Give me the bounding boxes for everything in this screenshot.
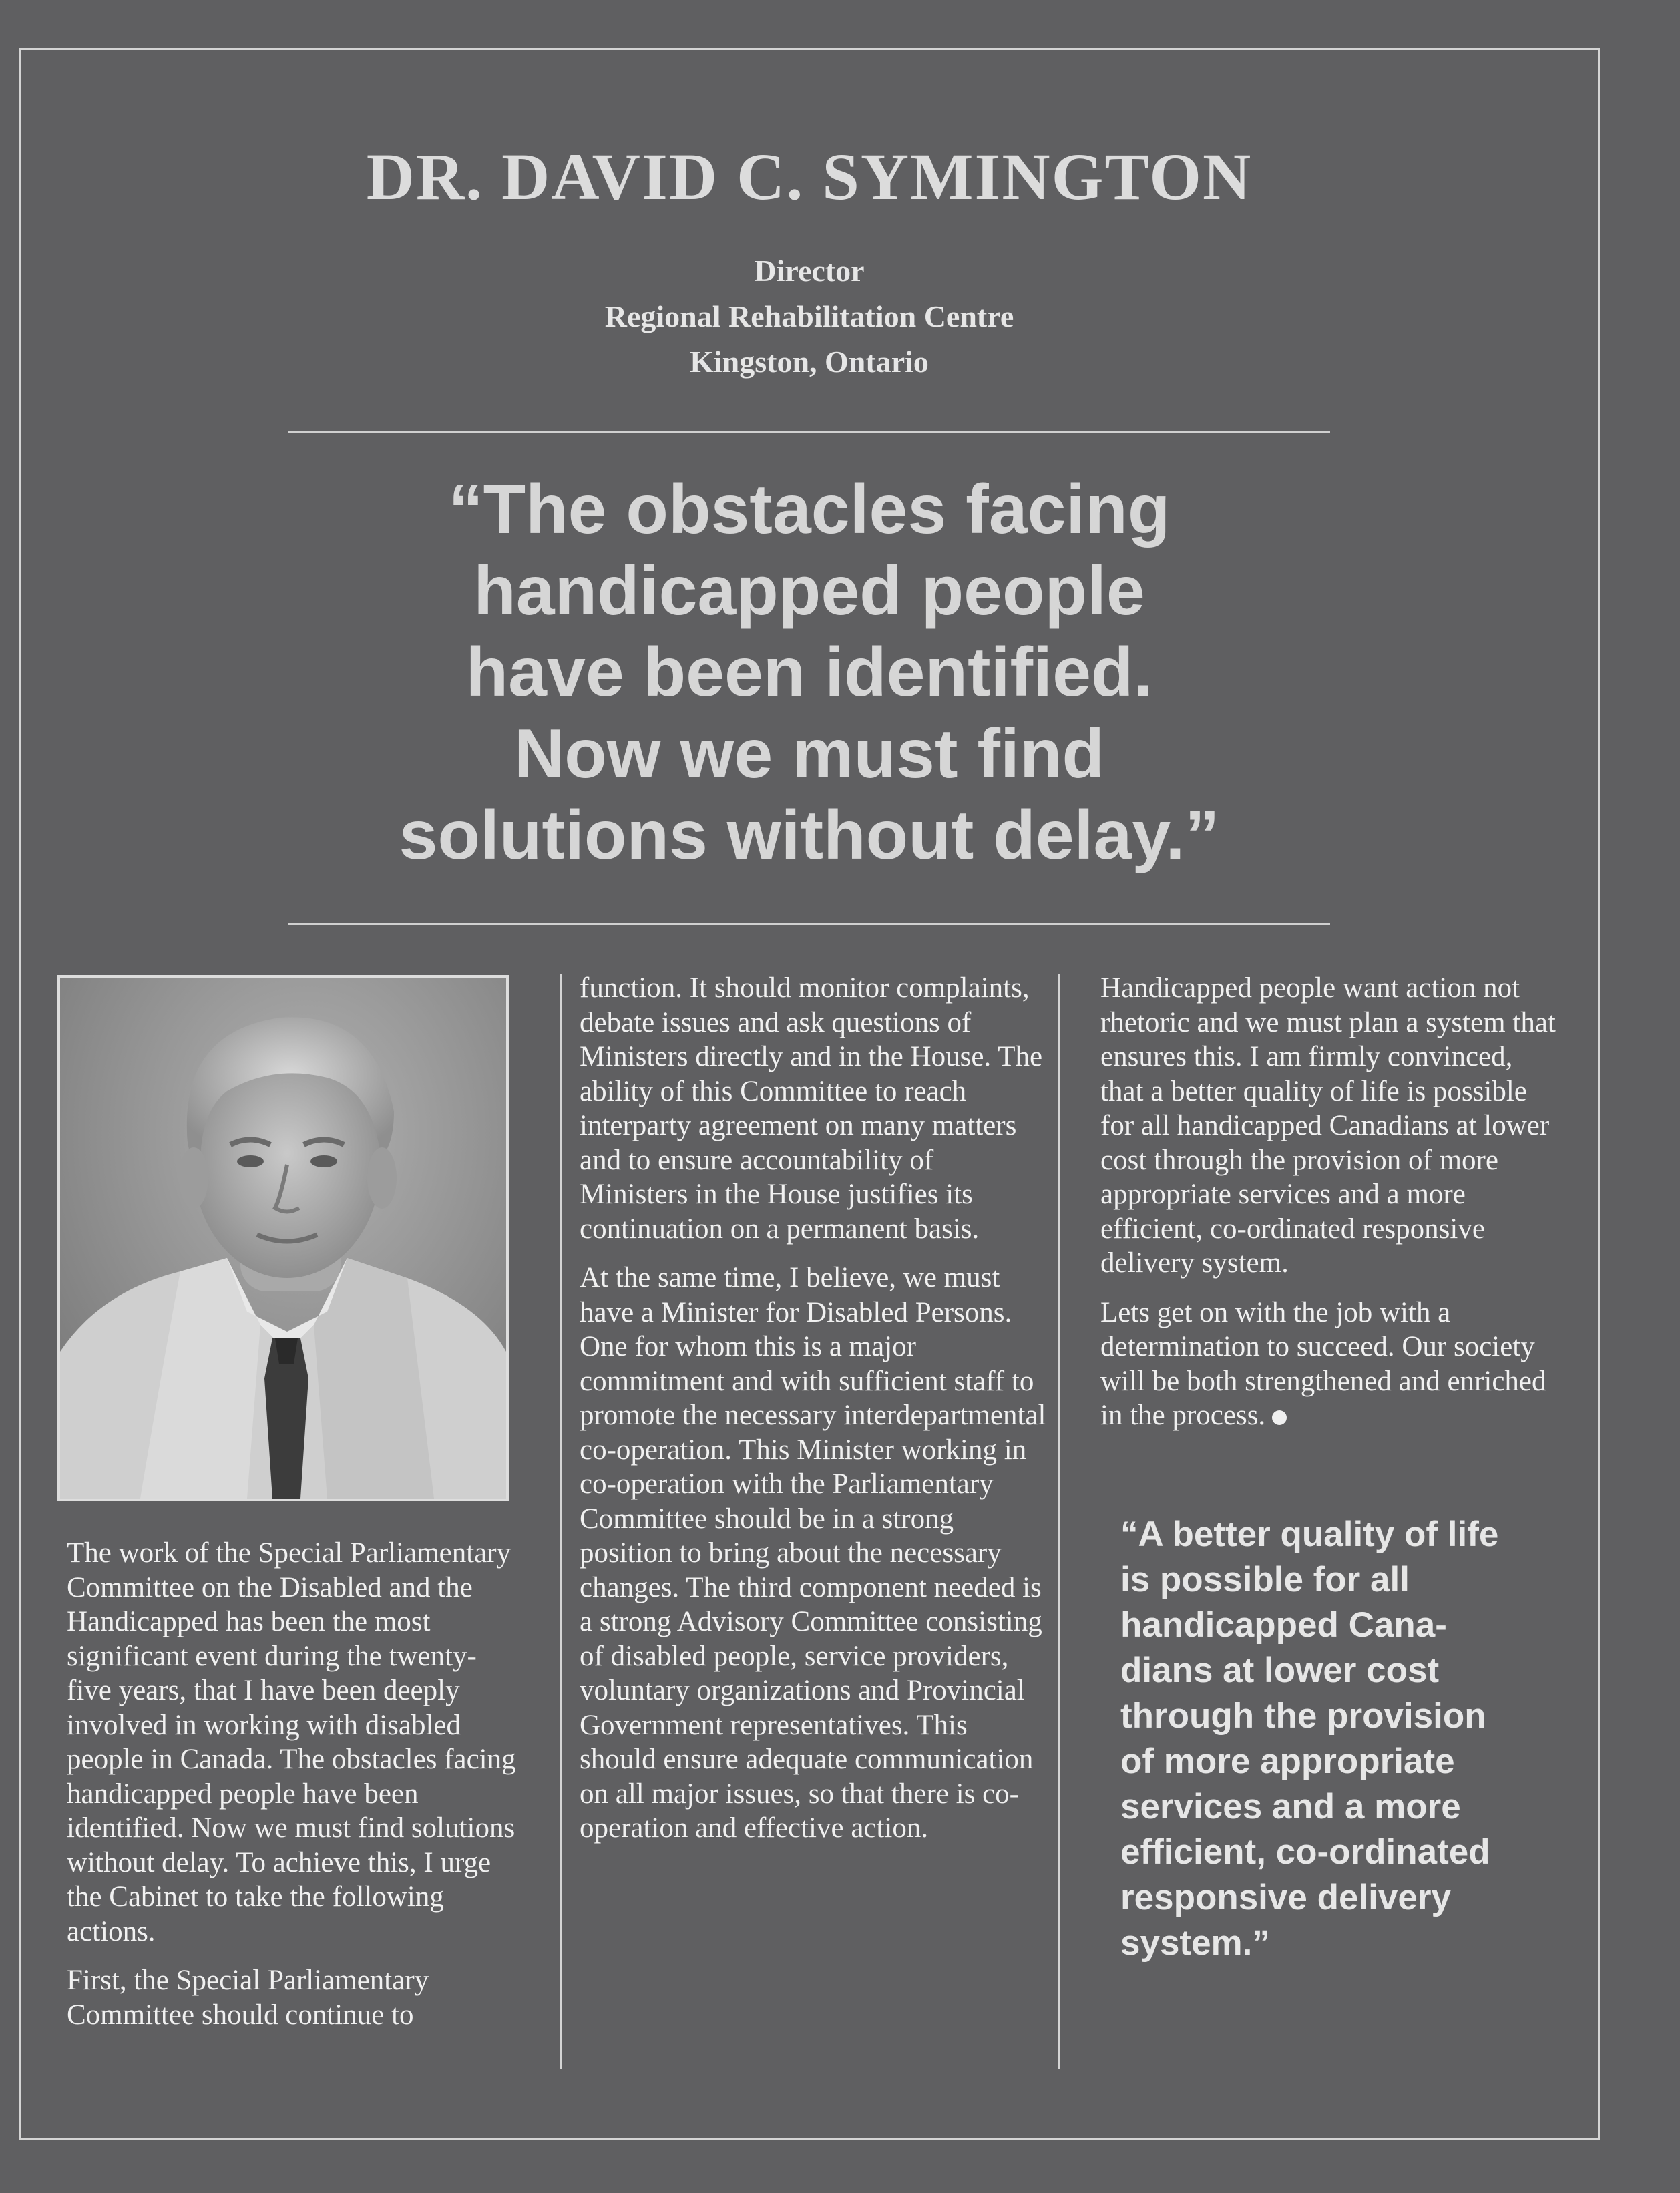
side-quote-line: of more appropriate <box>1120 1742 1455 1781</box>
pull-quote-line: solutions without delay.” <box>399 797 1220 874</box>
side-quote-line: “A better quality of life <box>1120 1515 1499 1554</box>
organization: Regional Rehabilitation Centre <box>604 299 1014 333</box>
side-pull-quote <box>1120 1512 1574 1966</box>
column-divider <box>1058 974 1060 2069</box>
paragraph: At the same time, I believe, we must have a Minister for Disabled Persons. One for whom this is a major commitment and with sufficient staff to promote the necessary interdepartmental co-operation. This Minister working in co-operation with the Parliamentary Committee should be in a strong position to bring about the necessary changes. The third component needed is a strong Advisory Committee consisting of disabled people, service providers, voluntary organizations and Provincial Government representatives. This should ensure adequate communication on all major issues, so that there is co-operation and effective action. <box>580 1262 1046 1844</box>
side-quote-line: responsive delivery <box>1120 1878 1451 1917</box>
pull-quote-line: “The obstacles facing <box>448 471 1171 548</box>
side-quote-line: system.” <box>1120 1923 1270 1963</box>
portrait-illustration <box>60 978 506 1499</box>
side-quote-line: handicapped Cana- <box>1120 1605 1447 1645</box>
end-bullet-icon <box>1272 1410 1287 1425</box>
pull-quote-line: handicapped people <box>473 552 1145 630</box>
paragraph-text: Lets get on with the job with a determination to succeed. Our society will be both strengthened and enriched in the process. <box>1100 1296 1546 1431</box>
side-quote-line: dians at lower cost <box>1120 1651 1440 1690</box>
credentials <box>0 248 1619 385</box>
side-quote-line: is possible for all <box>1120 1560 1410 1599</box>
job-title: Director <box>754 254 865 288</box>
paragraph: Handicapped people want action not rhetoric and we must plan a system that ensures this. I am firmly convinced, that a better quality of life is possible for all handicapped Canadians at lower cost through the provision of more appropriate services and a more efficient, co-ordinated responsive delivery system. <box>1100 972 1556 1279</box>
person-name: DR. DAVID C. SYMINGTON <box>366 140 1253 214</box>
divider-top <box>288 431 1330 433</box>
pull-quote-line: Now we must find <box>514 715 1104 793</box>
side-quote-line: services and a more <box>1120 1787 1461 1826</box>
pull-quote-line: have been identified. <box>465 634 1153 711</box>
paragraph-last <box>1100 1295 1561 1433</box>
paragraph: The work of the Special Parliamentary Committee on the Disabled and the Handicapped has been the most significant event during the twenty-five years, that I have been deeply involved in working with disabled people in Canada. The obstacles facing handicapped people have been identified. Now we must find solutions without delay. To achieve this, I urge the Cabinet to take the following actions. <box>67 1537 516 1947</box>
pull-quote <box>0 469 1619 876</box>
paragraph: First, the Special Parliamentary Committee should continue to <box>67 1965 429 2031</box>
portrait-photo <box>57 975 509 1501</box>
column-divider <box>560 974 562 2069</box>
location: Kingston, Ontario <box>690 345 929 379</box>
divider-bottom <box>288 923 1330 925</box>
header <box>0 134 1619 385</box>
text-column-1 <box>67 1536 521 2032</box>
side-quote-line: through the provision <box>1120 1696 1486 1736</box>
paragraph: function. It should monitor complaints, debate issues and ask questions of Ministers directly and in the House. The ability of this Committee to reach interparty agreement on many matters and to ensure accountability of Ministers in the House justifies its continuation on a permanent basis. <box>580 972 1043 1245</box>
text-column-3 <box>1100 971 1561 1433</box>
side-quote-line: efficient, co-ordinated <box>1120 1832 1490 1872</box>
text-column-2 <box>580 971 1047 1846</box>
